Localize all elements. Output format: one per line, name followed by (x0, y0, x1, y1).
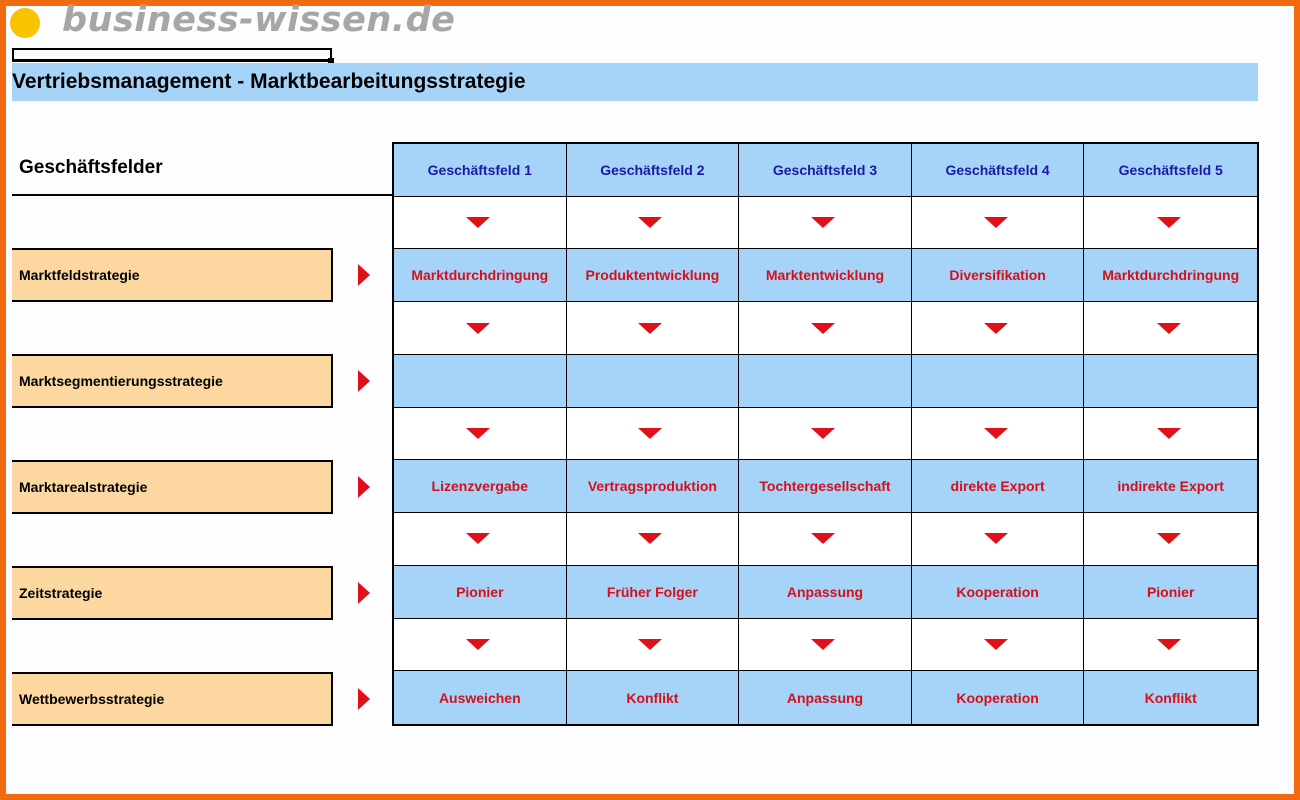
strategy-value-cell[interactable]: Diversifikation (912, 249, 1085, 302)
arrow-down-icon (466, 217, 490, 228)
strategy-value-cell[interactable]: Früher Folger (567, 566, 740, 619)
arrow-down-icon (811, 323, 835, 334)
arrow-down-icon (1157, 217, 1181, 228)
arrow-down-icon (638, 428, 662, 439)
arrow-down-icon (811, 533, 835, 544)
business-field-header[interactable]: Geschäftsfeld 1 (394, 144, 567, 197)
title-bar (12, 63, 1258, 101)
arrow-right-icon (358, 582, 370, 604)
arrow-down-icon (1157, 639, 1181, 650)
arrow-down-icon (1157, 323, 1181, 334)
arrow-right-icon (358, 476, 370, 498)
arrow-down-icon (638, 639, 662, 650)
arrow-cell[interactable] (739, 408, 912, 461)
strategy-value-cell[interactable]: Marktdurchdringung (1084, 249, 1257, 302)
strategy-label-row[interactable] (12, 672, 333, 726)
arrow-cell[interactable] (567, 513, 740, 566)
strategy-label-row[interactable] (12, 566, 333, 620)
strategy-value-cell[interactable]: Lizenzvergabe (394, 460, 567, 513)
arrow-down-icon (466, 428, 490, 439)
strategy-grid (392, 142, 1259, 726)
arrow-down-icon (638, 217, 662, 228)
arrow-down-icon (811, 428, 835, 439)
arrow-cell[interactable] (394, 302, 567, 355)
strategy-value-cell[interactable]: Ausweichen (394, 671, 567, 724)
arrow-cell[interactable] (1084, 513, 1257, 566)
strategy-value-cell[interactable] (394, 355, 567, 408)
strategy-value-cell[interactable]: Anpassung (739, 566, 912, 619)
arrow-cell[interactable] (394, 513, 567, 566)
arrow-down-icon (638, 533, 662, 544)
selected-cell[interactable] (12, 48, 332, 62)
arrow-down-icon (984, 639, 1008, 650)
arrow-cell[interactable] (912, 197, 1085, 250)
arrow-down-icon (984, 323, 1008, 334)
business-field-header[interactable]: Geschäftsfeld 4 (912, 144, 1085, 197)
arrow-cell[interactable] (394, 197, 567, 250)
page-title: Vertriebsmanagement - Marktbearbeitungsstrategie (12, 70, 526, 93)
business-field-header[interactable]: Geschäftsfeld 3 (739, 144, 912, 197)
strategy-value-cell[interactable]: direkte Export (912, 460, 1085, 513)
strategy-value-cell[interactable] (1084, 355, 1257, 408)
strategy-value-cell[interactable]: Konflikt (1084, 671, 1257, 724)
section-underline (12, 194, 394, 196)
arrow-down-icon (466, 323, 490, 334)
arrow-down-icon (984, 533, 1008, 544)
strategy-value-cell[interactable]: indirekte Export (1084, 460, 1257, 513)
strategy-value-cell[interactable]: Anpassung (739, 671, 912, 724)
brand-logo-dot (10, 8, 40, 38)
arrow-cell[interactable] (739, 513, 912, 566)
arrow-cell[interactable] (739, 197, 912, 250)
strategy-value-cell[interactable] (739, 355, 912, 408)
strategy-value-cell[interactable]: Marktdurchdringung (394, 249, 567, 302)
arrow-right-icon (358, 688, 370, 710)
strategy-value-cell[interactable]: Kooperation (912, 671, 1085, 724)
arrow-down-icon (638, 323, 662, 334)
strategy-value-cell[interactable]: Vertragsproduktion (567, 460, 740, 513)
arrow-cell[interactable] (1084, 619, 1257, 672)
arrow-cell[interactable] (912, 619, 1085, 672)
arrow-cell[interactable] (1084, 197, 1257, 250)
strategy-value-cell[interactable]: Produktentwicklung (567, 249, 740, 302)
strategy-value-cell[interactable]: Tochtergesellschaft (739, 460, 912, 513)
strategy-value-cell[interactable] (912, 355, 1085, 408)
business-field-header[interactable]: Geschäftsfeld 5 (1084, 144, 1257, 197)
strategy-value-cell[interactable]: Konflikt (567, 671, 740, 724)
strategy-value-cell[interactable]: Kooperation (912, 566, 1085, 619)
arrow-right-icon (358, 370, 370, 392)
strategy-value-cell[interactable]: Marktentwicklung (739, 249, 912, 302)
brand-logo-text: business-wissen.de (62, 0, 456, 40)
strategy-value-cell[interactable]: Pionier (394, 566, 567, 619)
arrow-down-icon (984, 217, 1008, 228)
arrow-cell[interactable] (739, 302, 912, 355)
strategy-label-text: Marktfeldstrategie (19, 267, 140, 283)
arrow-down-icon (1157, 428, 1181, 439)
business-field-header[interactable]: Geschäftsfeld 2 (567, 144, 740, 197)
strategy-label-text: Marktarealstrategie (19, 479, 148, 495)
arrow-down-icon (811, 217, 835, 228)
strategy-label-row[interactable] (12, 354, 333, 408)
arrow-cell[interactable] (912, 302, 1085, 355)
arrow-cell[interactable] (1084, 302, 1257, 355)
arrow-cell[interactable] (394, 408, 567, 461)
arrow-cell[interactable] (567, 619, 740, 672)
strategy-label-text: Wettbewerbsstrategie (19, 691, 165, 707)
strategy-value-cell[interactable] (567, 355, 740, 408)
arrow-cell[interactable] (912, 408, 1085, 461)
strategy-label-row[interactable] (12, 460, 333, 514)
strategy-label-text: Marktsegmentierungsstrategie (19, 373, 223, 389)
arrow-cell[interactable] (739, 619, 912, 672)
arrow-down-icon (466, 639, 490, 650)
arrow-right-icon (358, 264, 370, 286)
arrow-down-icon (1157, 533, 1181, 544)
strategy-label-row[interactable] (12, 248, 333, 302)
arrow-cell[interactable] (394, 619, 567, 672)
arrow-cell[interactable] (567, 302, 740, 355)
strategy-label-text: Zeitstrategie (19, 585, 103, 601)
arrow-cell[interactable] (567, 197, 740, 250)
arrow-cell[interactable] (912, 513, 1085, 566)
arrow-down-icon (811, 639, 835, 650)
arrow-down-icon (466, 533, 490, 544)
arrow-cell[interactable] (1084, 408, 1257, 461)
section-label: Geschäftsfelder (19, 157, 163, 178)
arrow-down-icon (984, 428, 1008, 439)
arrow-cell[interactable] (567, 408, 740, 461)
strategy-value-cell[interactable]: Pionier (1084, 566, 1257, 619)
